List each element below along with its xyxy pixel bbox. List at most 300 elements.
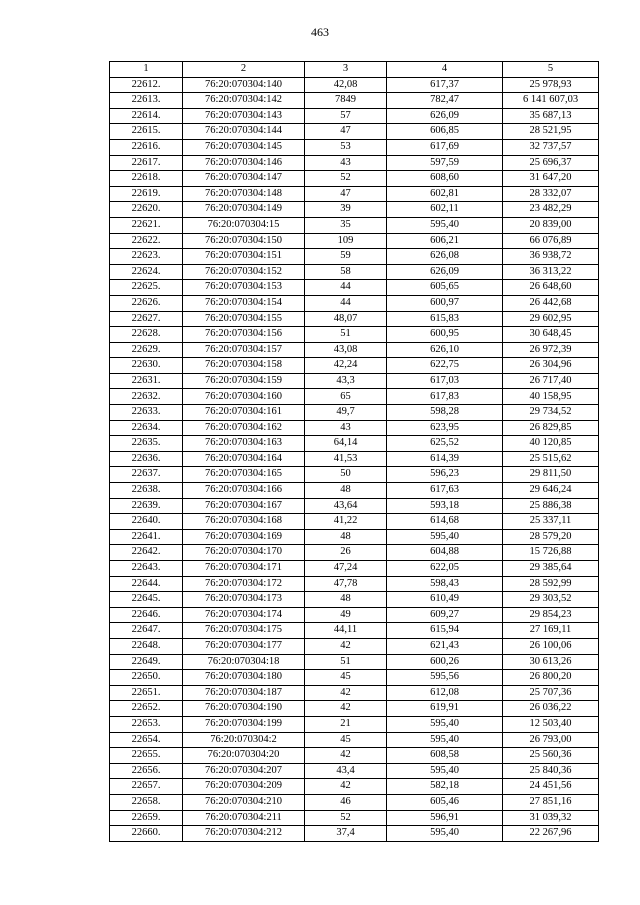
row-number-cell: 22634. [110, 420, 183, 436]
specific-value-cell: 617,03 [387, 373, 503, 389]
table-row [110, 202, 599, 218]
cadastral-value-cell: 29 385,64 [503, 561, 599, 577]
row-number-cell: 22640. [110, 514, 183, 530]
cadastral-number-cell: 76:20:070304:199 [183, 716, 305, 732]
area-cell: 43,64 [305, 498, 387, 514]
cadastral-value-cell: 25 840,36 [503, 763, 599, 779]
specific-value-cell: 608,58 [387, 748, 503, 764]
area-cell: 109 [305, 233, 387, 249]
specific-value-cell: 608,60 [387, 171, 503, 187]
area-cell: 44,11 [305, 623, 387, 639]
specific-value-cell: 626,10 [387, 342, 503, 358]
row-number-cell: 22630. [110, 358, 183, 374]
table-row [110, 420, 599, 436]
table-row [110, 217, 599, 233]
area-cell: 42,24 [305, 358, 387, 374]
table-row [110, 108, 599, 124]
table-row [110, 483, 599, 499]
table-row [110, 763, 599, 779]
cadastral-value-cell: 26 829,85 [503, 420, 599, 436]
specific-value-cell: 617,83 [387, 389, 503, 405]
area-cell: 42 [305, 685, 387, 701]
cadastral-number-cell: 76:20:070304:151 [183, 249, 305, 265]
area-cell: 47 [305, 186, 387, 202]
specific-value-cell: 626,09 [387, 264, 503, 280]
row-number-cell: 22654. [110, 732, 183, 748]
table-row [110, 654, 599, 670]
specific-value-cell: 615,83 [387, 311, 503, 327]
table-row [110, 124, 599, 140]
cadastral-value-cell: 25 515,62 [503, 451, 599, 467]
row-number-cell: 22617. [110, 155, 183, 171]
area-cell: 42 [305, 701, 387, 717]
area-cell: 47 [305, 124, 387, 140]
area-cell: 35 [305, 217, 387, 233]
specific-value-cell: 622,05 [387, 561, 503, 577]
cadastral-number-cell: 76:20:070304:171 [183, 561, 305, 577]
cadastral-number-cell: 76:20:070304:168 [183, 514, 305, 530]
cadastral-number-cell: 76:20:070304:174 [183, 607, 305, 623]
table-row [110, 716, 599, 732]
cadastral-value-cell: 15 726,88 [503, 545, 599, 561]
specific-value-cell: 602,81 [387, 186, 503, 202]
table-row [110, 467, 599, 483]
table-row [110, 545, 599, 561]
specific-value-cell: 626,09 [387, 108, 503, 124]
table-row [110, 732, 599, 748]
table-row [110, 701, 599, 717]
area-cell: 39 [305, 202, 387, 218]
area-cell: 45 [305, 670, 387, 686]
cadastral-number-cell: 76:20:070304:150 [183, 233, 305, 249]
cadastral-value-cell: 28 592,99 [503, 576, 599, 592]
cadastral-value-cell: 26 800,20 [503, 670, 599, 686]
specific-value-cell: 595,40 [387, 529, 503, 545]
cadastral-value-cell: 6 141 607,03 [503, 93, 599, 109]
area-cell: 42,08 [305, 77, 387, 93]
table-row [110, 748, 599, 764]
cadastral-value-cell: 26 036,22 [503, 701, 599, 717]
row-number-cell: 22636. [110, 451, 183, 467]
cadastral-number-cell: 76:20:070304:147 [183, 171, 305, 187]
cadastral-value-cell: 29 854,23 [503, 607, 599, 623]
specific-value-cell: 610,49 [387, 592, 503, 608]
row-number-cell: 22650. [110, 670, 183, 686]
column-header: 2 [183, 62, 305, 78]
table-row [110, 638, 599, 654]
table-row [110, 171, 599, 187]
cadastral-value-cell: 24 451,56 [503, 779, 599, 795]
specific-value-cell: 597,59 [387, 155, 503, 171]
specific-value-cell: 595,40 [387, 826, 503, 842]
area-cell: 43 [305, 155, 387, 171]
specific-value-cell: 625,52 [387, 436, 503, 452]
column-header: 3 [305, 62, 387, 78]
table-row [110, 249, 599, 265]
cadastral-number-cell: 76:20:070304:190 [183, 701, 305, 717]
row-number-cell: 22651. [110, 685, 183, 701]
cadastral-value-cell: 29 602,95 [503, 311, 599, 327]
row-number-cell: 22613. [110, 93, 183, 109]
specific-value-cell: 595,40 [387, 217, 503, 233]
specific-value-cell: 598,43 [387, 576, 503, 592]
cadastral-value-cell: 40 120,85 [503, 436, 599, 452]
table-row [110, 327, 599, 343]
cadastral-value-cell: 25 707,36 [503, 685, 599, 701]
area-cell: 37,4 [305, 826, 387, 842]
cadastral-value-cell: 20 839,00 [503, 217, 599, 233]
column-header: 1 [110, 62, 183, 78]
table-row [110, 779, 599, 795]
row-number-cell: 22624. [110, 264, 183, 280]
cadastral-number-cell: 76:20:070304:161 [183, 405, 305, 421]
column-header: 5 [503, 62, 599, 78]
area-cell: 44 [305, 295, 387, 311]
row-number-cell: 22615. [110, 124, 183, 140]
specific-value-cell: 605,46 [387, 794, 503, 810]
row-number-cell: 22625. [110, 280, 183, 296]
cadastral-number-cell: 76:20:070304:177 [183, 638, 305, 654]
specific-value-cell: 621,43 [387, 638, 503, 654]
cadastral-number-cell: 76:20:070304:159 [183, 373, 305, 389]
table-row [110, 794, 599, 810]
cadastral-number-cell: 76:20:070304:209 [183, 779, 305, 795]
table-row [110, 529, 599, 545]
area-cell: 57 [305, 108, 387, 124]
specific-value-cell: 593,18 [387, 498, 503, 514]
cadastral-value-cell: 25 337,11 [503, 514, 599, 530]
table-row [110, 607, 599, 623]
cadastral-number-cell: 76:20:070304:155 [183, 311, 305, 327]
cadastral-value-cell: 29 811,50 [503, 467, 599, 483]
table-row [110, 576, 599, 592]
row-number-cell: 22642. [110, 545, 183, 561]
cadastral-number-cell: 76:20:070304:15 [183, 217, 305, 233]
table-row [110, 358, 599, 374]
row-number-cell: 22649. [110, 654, 183, 670]
specific-value-cell: 595,40 [387, 716, 503, 732]
row-number-cell: 22631. [110, 373, 183, 389]
table-row [110, 280, 599, 296]
area-cell: 49 [305, 607, 387, 623]
specific-value-cell: 600,26 [387, 654, 503, 670]
table-row [110, 685, 599, 701]
specific-value-cell: 595,40 [387, 763, 503, 779]
area-cell: 44 [305, 280, 387, 296]
row-number-cell: 22646. [110, 607, 183, 623]
cadastral-value-cell: 29 303,52 [503, 592, 599, 608]
area-cell: 46 [305, 794, 387, 810]
area-cell: 52 [305, 810, 387, 826]
cadastral-number-cell: 76:20:070304:2 [183, 732, 305, 748]
area-cell: 65 [305, 389, 387, 405]
cadastral-value-cell: 28 332,07 [503, 186, 599, 202]
row-number-cell: 22626. [110, 295, 183, 311]
area-cell: 41,53 [305, 451, 387, 467]
cadastral-value-cell: 28 521,95 [503, 124, 599, 140]
cadastral-value-cell: 36 938,72 [503, 249, 599, 265]
cadastral-value-cell: 26 442,68 [503, 295, 599, 311]
row-number-cell: 22648. [110, 638, 183, 654]
cadastral-number-cell: 76:20:070304:164 [183, 451, 305, 467]
cadastral-number-cell: 76:20:070304:156 [183, 327, 305, 343]
area-cell: 21 [305, 716, 387, 732]
cadastral-number-cell: 76:20:070304:180 [183, 670, 305, 686]
table-row [110, 514, 599, 530]
table-row [110, 139, 599, 155]
cadastral-value-cell: 30 648,45 [503, 327, 599, 343]
row-number-cell: 22621. [110, 217, 183, 233]
cadastral-number-cell: 76:20:070304:207 [183, 763, 305, 779]
table-row [110, 561, 599, 577]
cadastral-number-cell: 76:20:070304:169 [183, 529, 305, 545]
table-row [110, 186, 599, 202]
specific-value-cell: 595,56 [387, 670, 503, 686]
row-number-cell: 22618. [110, 171, 183, 187]
table-row [110, 373, 599, 389]
area-cell: 43,4 [305, 763, 387, 779]
specific-value-cell: 605,65 [387, 280, 503, 296]
area-cell: 48,07 [305, 311, 387, 327]
specific-value-cell: 782,47 [387, 93, 503, 109]
row-number-cell: 22623. [110, 249, 183, 265]
specific-value-cell: 626,08 [387, 249, 503, 265]
cadastral-number-cell: 76:20:070304:170 [183, 545, 305, 561]
cadastral-number-cell: 76:20:070304:145 [183, 139, 305, 155]
row-number-cell: 22639. [110, 498, 183, 514]
area-cell: 49,7 [305, 405, 387, 421]
cadastral-value-cell: 25 696,37 [503, 155, 599, 171]
cadastral-number-cell: 76:20:070304:157 [183, 342, 305, 358]
cadastral-value-cell: 40 158,95 [503, 389, 599, 405]
page-number: 463 [311, 25, 329, 39]
area-cell: 50 [305, 467, 387, 483]
cadastral-value-cell: 27 851,16 [503, 794, 599, 810]
cadastral-value-cell: 27 169,11 [503, 623, 599, 639]
cadastral-value-cell: 12 503,40 [503, 716, 599, 732]
area-cell: 64,14 [305, 436, 387, 452]
specific-value-cell: 606,85 [387, 124, 503, 140]
row-number-cell: 22638. [110, 483, 183, 499]
row-number-cell: 22652. [110, 701, 183, 717]
specific-value-cell: 617,69 [387, 139, 503, 155]
area-cell: 45 [305, 732, 387, 748]
cadastral-number-cell: 76:20:070304:140 [183, 77, 305, 93]
specific-value-cell: 617,63 [387, 483, 503, 499]
cadastral-number-cell: 76:20:070304:210 [183, 794, 305, 810]
cadastral-number-cell: 76:20:070304:162 [183, 420, 305, 436]
specific-value-cell: 614,68 [387, 514, 503, 530]
row-number-cell: 22633. [110, 405, 183, 421]
area-cell: 48 [305, 529, 387, 545]
table-row [110, 342, 599, 358]
cadastral-value-table [109, 61, 599, 842]
row-number-cell: 22657. [110, 779, 183, 795]
row-number-cell: 22635. [110, 436, 183, 452]
table-row [110, 405, 599, 421]
cadastral-value-cell: 36 313,22 [503, 264, 599, 280]
table-row [110, 295, 599, 311]
cadastral-number-cell: 76:20:070304:158 [183, 358, 305, 374]
cadastral-value-cell: 26 100,06 [503, 638, 599, 654]
area-cell: 42 [305, 748, 387, 764]
cadastral-value-cell: 26 793,00 [503, 732, 599, 748]
cadastral-number-cell: 76:20:070304:160 [183, 389, 305, 405]
row-number-cell: 22620. [110, 202, 183, 218]
cadastral-number-cell: 76:20:070304:148 [183, 186, 305, 202]
cadastral-value-cell: 66 076,89 [503, 233, 599, 249]
cadastral-number-cell: 76:20:070304:20 [183, 748, 305, 764]
area-cell: 51 [305, 654, 387, 670]
area-cell: 48 [305, 592, 387, 608]
specific-value-cell: 595,40 [387, 732, 503, 748]
cadastral-number-cell: 76:20:070304:187 [183, 685, 305, 701]
specific-value-cell: 615,94 [387, 623, 503, 639]
row-number-cell: 22644. [110, 576, 183, 592]
table-row [110, 233, 599, 249]
cadastral-number-cell: 76:20:070304:167 [183, 498, 305, 514]
table-header [110, 62, 599, 78]
specific-value-cell: 596,91 [387, 810, 503, 826]
row-number-cell: 22658. [110, 794, 183, 810]
cadastral-number-cell: 76:20:070304:211 [183, 810, 305, 826]
cadastral-number-cell: 76:20:070304:212 [183, 826, 305, 842]
area-cell: 41,22 [305, 514, 387, 530]
cadastral-number-cell: 76:20:070304:175 [183, 623, 305, 639]
row-number-cell: 22619. [110, 186, 183, 202]
row-number-cell: 22616. [110, 139, 183, 155]
table-body [110, 77, 599, 841]
specific-value-cell: 600,97 [387, 295, 503, 311]
specific-value-cell: 619,91 [387, 701, 503, 717]
area-cell: 53 [305, 139, 387, 155]
cadastral-value-cell: 35 687,13 [503, 108, 599, 124]
cadastral-value-cell: 22 267,96 [503, 826, 599, 842]
cadastral-number-cell: 76:20:070304:153 [183, 280, 305, 296]
cadastral-value-cell: 26 648,60 [503, 280, 599, 296]
table-row [110, 451, 599, 467]
cadastral-number-cell: 76:20:070304:166 [183, 483, 305, 499]
area-cell: 7849 [305, 93, 387, 109]
area-cell: 42 [305, 779, 387, 795]
area-cell: 42 [305, 638, 387, 654]
cadastral-number-cell: 76:20:070304:165 [183, 467, 305, 483]
row-number-cell: 22629. [110, 342, 183, 358]
area-cell: 43,3 [305, 373, 387, 389]
row-number-cell: 22637. [110, 467, 183, 483]
table-row [110, 93, 599, 109]
cadastral-value-cell: 25 886,38 [503, 498, 599, 514]
cadastral-value-cell: 29 734,52 [503, 405, 599, 421]
specific-value-cell: 622,75 [387, 358, 503, 374]
cadastral-value-cell: 32 737,57 [503, 139, 599, 155]
cadastral-value-cell: 28 579,20 [503, 529, 599, 545]
area-cell: 43 [305, 420, 387, 436]
cadastral-number-cell: 76:20:070304:163 [183, 436, 305, 452]
specific-value-cell: 598,28 [387, 405, 503, 421]
row-number-cell: 22653. [110, 716, 183, 732]
row-number-cell: 22612. [110, 77, 183, 93]
specific-value-cell: 614,39 [387, 451, 503, 467]
area-cell: 48 [305, 483, 387, 499]
cadastral-value-cell: 31 647,20 [503, 171, 599, 187]
cadastral-value-cell: 26 717,40 [503, 373, 599, 389]
area-cell: 58 [305, 264, 387, 280]
row-number-cell: 22614. [110, 108, 183, 124]
cadastral-value-cell: 25 978,93 [503, 77, 599, 93]
table-row [110, 436, 599, 452]
table-row [110, 623, 599, 639]
cadastral-value-cell: 25 560,36 [503, 748, 599, 764]
table-row [110, 389, 599, 405]
table-row [110, 498, 599, 514]
cadastral-value-cell: 29 646,24 [503, 483, 599, 499]
cadastral-number-cell: 76:20:070304:173 [183, 592, 305, 608]
table-row [110, 77, 599, 93]
row-number-cell: 22659. [110, 810, 183, 826]
row-number-cell: 22628. [110, 327, 183, 343]
row-number-cell: 22641. [110, 529, 183, 545]
area-cell: 59 [305, 249, 387, 265]
table-row [110, 155, 599, 171]
area-cell: 26 [305, 545, 387, 561]
row-number-cell: 22656. [110, 763, 183, 779]
table-row [110, 670, 599, 686]
table-row [110, 810, 599, 826]
header-row [110, 62, 599, 78]
row-number-cell: 22647. [110, 623, 183, 639]
specific-value-cell: 596,23 [387, 467, 503, 483]
cadastral-value-cell: 30 613,26 [503, 654, 599, 670]
row-number-cell: 22655. [110, 748, 183, 764]
area-cell: 47,78 [305, 576, 387, 592]
area-cell: 43,08 [305, 342, 387, 358]
column-header: 4 [387, 62, 503, 78]
row-number-cell: 22622. [110, 233, 183, 249]
cadastral-number-cell: 76:20:070304:172 [183, 576, 305, 592]
area-cell: 51 [305, 327, 387, 343]
cadastral-number-cell: 76:20:070304:146 [183, 155, 305, 171]
row-number-cell: 22627. [110, 311, 183, 327]
specific-value-cell: 602,11 [387, 202, 503, 218]
table-row [110, 311, 599, 327]
specific-value-cell: 623,95 [387, 420, 503, 436]
specific-value-cell: 609,27 [387, 607, 503, 623]
cadastral-number-cell: 76:20:070304:152 [183, 264, 305, 280]
specific-value-cell: 604,88 [387, 545, 503, 561]
table-row [110, 826, 599, 842]
cadastral-number-cell: 76:20:070304:144 [183, 124, 305, 140]
specific-value-cell: 617,37 [387, 77, 503, 93]
specific-value-cell: 600,95 [387, 327, 503, 343]
table-row [110, 592, 599, 608]
specific-value-cell: 606,21 [387, 233, 503, 249]
cadastral-value-cell: 26 972,39 [503, 342, 599, 358]
cadastral-number-cell: 76:20:070304:142 [183, 93, 305, 109]
cadastral-number-cell: 76:20:070304:149 [183, 202, 305, 218]
cadastral-number-cell: 76:20:070304:154 [183, 295, 305, 311]
cadastral-number-cell: 76:20:070304:143 [183, 108, 305, 124]
row-number-cell: 22660. [110, 826, 183, 842]
row-number-cell: 22632. [110, 389, 183, 405]
cadastral-number-cell: 76:20:070304:18 [183, 654, 305, 670]
cadastral-value-cell: 26 304,96 [503, 358, 599, 374]
specific-value-cell: 582,18 [387, 779, 503, 795]
row-number-cell: 22645. [110, 592, 183, 608]
table-row [110, 264, 599, 280]
area-cell: 52 [305, 171, 387, 187]
cadastral-value-cell: 23 482,29 [503, 202, 599, 218]
